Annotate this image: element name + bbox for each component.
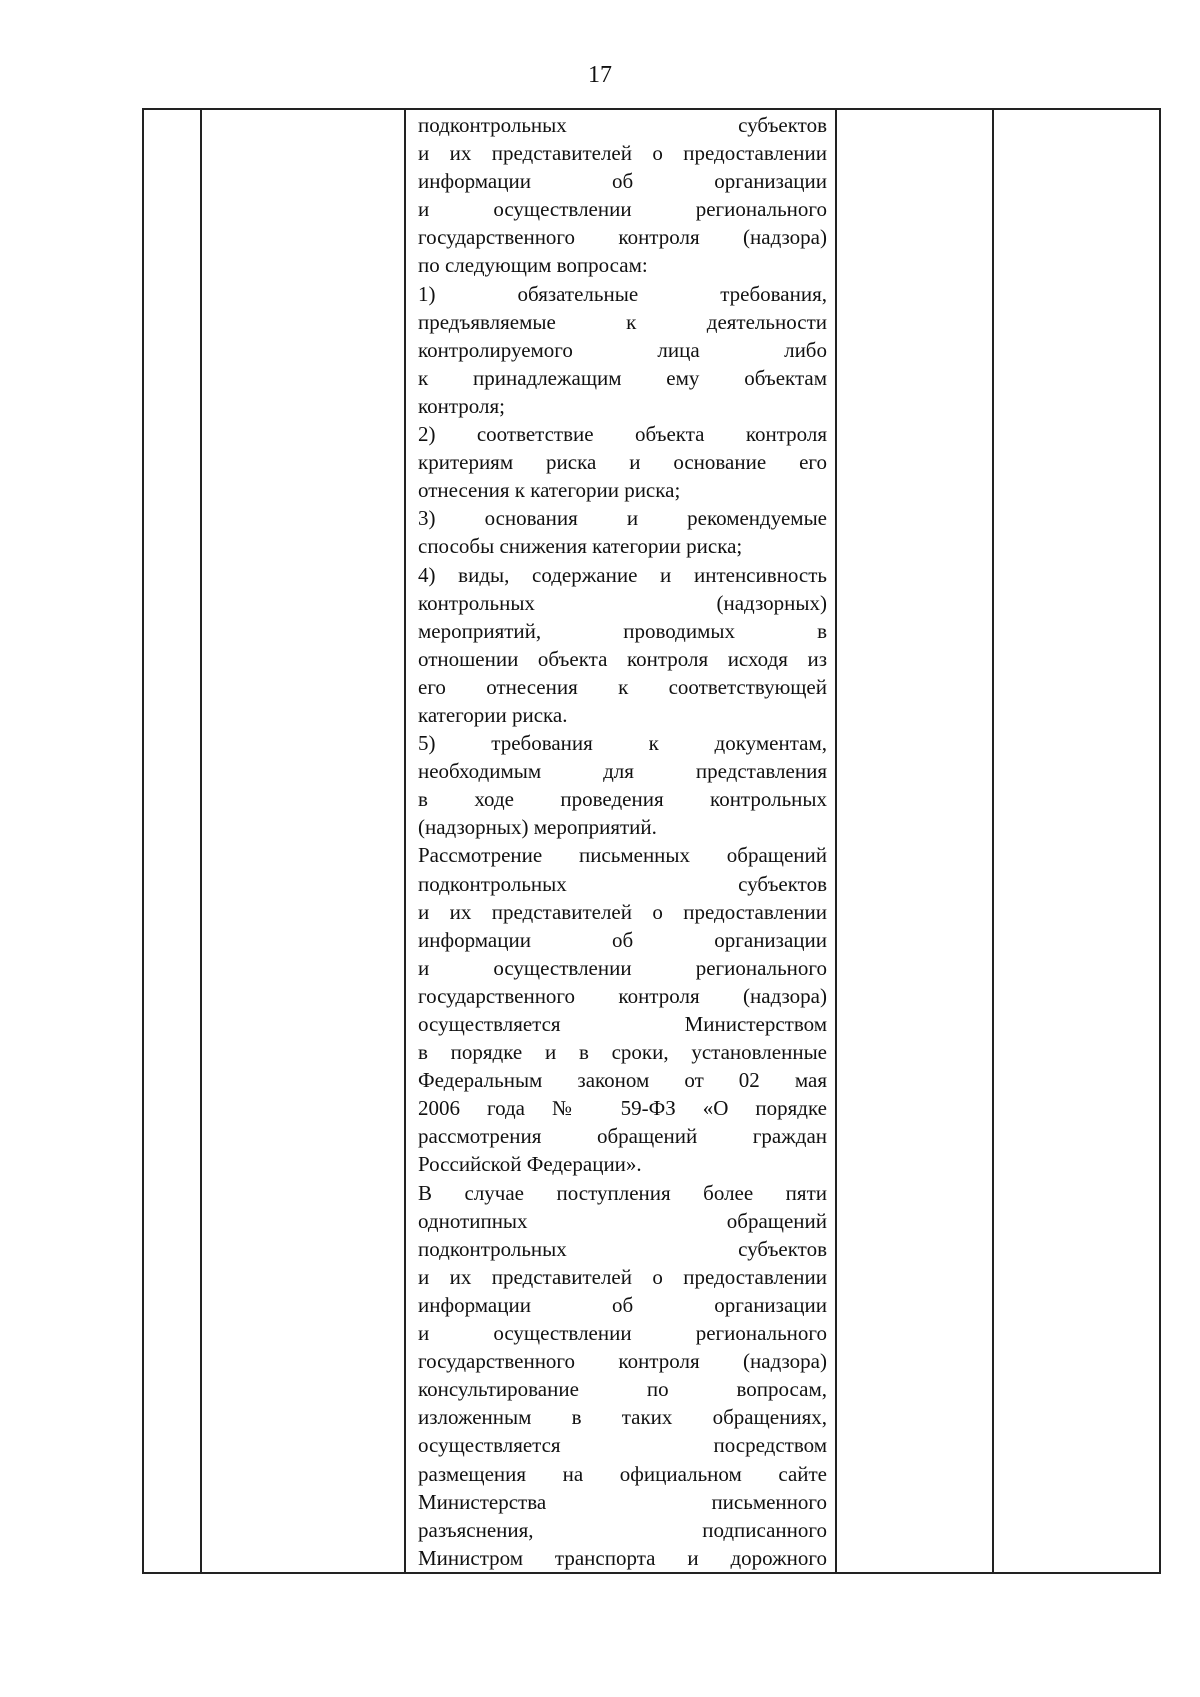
document-table	[142, 108, 1161, 1574]
text-line: осуществляется Министерством	[418, 1012, 827, 1036]
text-line: и их представителей о предоставлении	[418, 899, 827, 924]
text-line: и их представителей о предоставлении	[418, 141, 827, 166]
text-line: контроля;	[418, 393, 506, 418]
text-line: Министерства письменного	[418, 1489, 827, 1514]
text-line: 2) соответствие объекта контроля	[418, 422, 827, 447]
text-line: государственного контроля (надзора)	[418, 1349, 827, 1374]
text-line: В случае поступления более пяти	[418, 1180, 827, 1205]
text-line: Рассмотрение письменных обращений	[418, 843, 827, 868]
text-line: и осуществлении регионального	[418, 1321, 827, 1346]
text-line: подконтрольных субъектов	[418, 113, 827, 137]
text-line: осуществляется посредством	[418, 1433, 827, 1458]
text-line: его отнесения к соответствующей	[418, 674, 827, 699]
text-line: способы снижения категории риска;	[418, 534, 743, 559]
cell-column-3	[405, 109, 836, 1573]
text-line: 5) требования к документам,	[418, 731, 827, 756]
text-line: однотипных обращений	[418, 1208, 827, 1233]
text-line: мероприятий, проводимых в	[418, 618, 827, 643]
text-line: 1) обязательные требования,	[418, 281, 827, 306]
text-line: Министром транспорта и дорожного	[418, 1545, 827, 1570]
text-line: информации об организации	[418, 1292, 827, 1317]
text-line: категории риска.	[418, 702, 568, 727]
text-line: по следующим вопросам:	[418, 253, 648, 278]
text-line: консультирование по вопросам,	[418, 1377, 827, 1402]
text-line: подконтрольных субъектов	[418, 1236, 827, 1261]
text-line: изложенным в таких обращениях,	[418, 1405, 827, 1430]
text-line: (надзорных) мероприятий.	[418, 815, 657, 840]
text-line: рассмотрения обращений граждан	[418, 1124, 827, 1149]
text-line: Российской Федерации».	[418, 1152, 642, 1177]
text-line: и осуществлении регионального	[418, 955, 827, 980]
text-line: информации об организации	[418, 169, 827, 194]
text-line: 4) виды, содержание и интенсивность	[418, 562, 827, 587]
text-line: 2006 года № 59-ФЗ «О порядке	[418, 1096, 827, 1121]
table-row	[143, 109, 1160, 1573]
text-line: критериям риска и основание его	[418, 450, 827, 475]
text-line: и их представителей о предоставлении	[418, 1264, 827, 1289]
text-line: Федеральным законом от 02 мая	[418, 1068, 827, 1093]
text-line: информации об организации	[418, 927, 827, 952]
text-line: контролируемого лица либо	[418, 337, 827, 362]
text-line: контрольных (надзорных)	[418, 590, 827, 615]
cell-column-1	[143, 109, 201, 1573]
text-line: предъявляемые к деятельности	[418, 309, 827, 334]
cell-text	[406, 110, 835, 1572]
text-line: отношении объекта контроля исходя из	[418, 646, 827, 671]
text-line: к принадлежащим ему объектам	[418, 365, 827, 390]
text-line: отнесения к категории риска;	[418, 478, 681, 503]
text-line: размещения на официальном сайте	[418, 1461, 827, 1486]
cell-column-5	[993, 109, 1160, 1573]
text-line: разъяснения, подписанного	[418, 1517, 827, 1542]
text-line: и осуществлении регионального	[418, 197, 827, 222]
text-line: в порядке и в сроки, установленные	[418, 1040, 827, 1065]
text-line: в ходе проведения контрольных	[418, 787, 827, 812]
text-line: 3) основания и рекомендуемые	[418, 506, 827, 531]
text-line: подконтрольных субъектов	[418, 871, 827, 896]
page-number: 17	[588, 62, 612, 88]
cell-column-4	[836, 109, 993, 1573]
text-line: государственного контроля (надзора)	[418, 225, 827, 250]
cell-column-2	[201, 109, 405, 1573]
text-line: государственного контроля (надзора)	[418, 983, 827, 1008]
text-line: необходимым для представления	[418, 759, 827, 784]
